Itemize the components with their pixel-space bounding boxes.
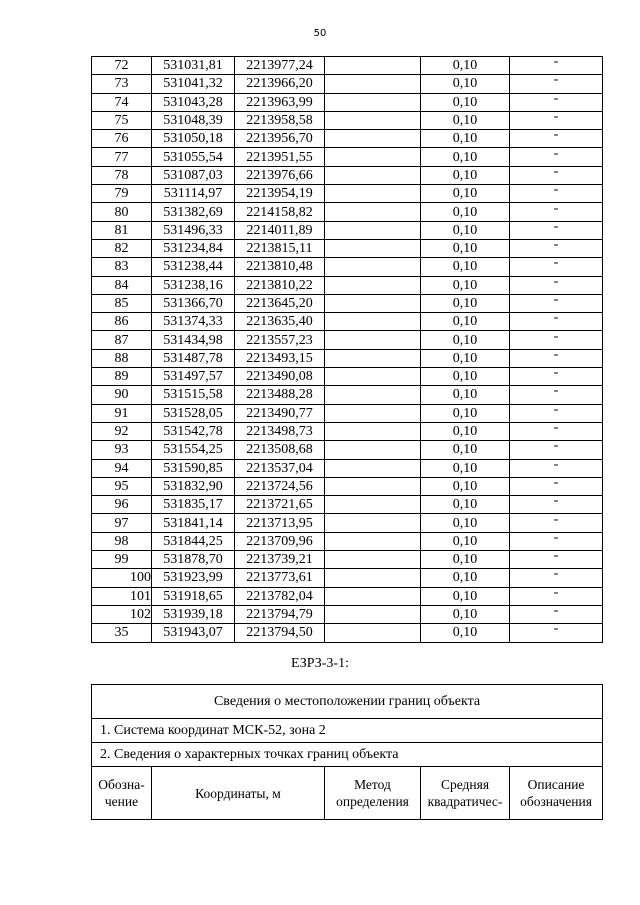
description-value: - — [510, 349, 603, 367]
coord-y: 2213963,99 — [235, 93, 325, 111]
coord-x: 531055,54 — [152, 148, 235, 166]
point-number: 98 — [92, 532, 152, 550]
description-value: - — [510, 331, 603, 349]
description-value: - — [510, 514, 603, 532]
description-value: - — [510, 368, 603, 386]
accuracy-value: 0,10 — [421, 258, 510, 276]
method-cell — [325, 441, 421, 459]
coord-y: 2213958,58 — [235, 111, 325, 129]
coord-y: 2213493,15 — [235, 349, 325, 367]
table-row — [92, 185, 603, 203]
description-value: - — [510, 441, 603, 459]
table-row — [92, 93, 603, 111]
coord-x: 531043,28 — [152, 93, 235, 111]
coord-y: 2213721,65 — [235, 496, 325, 514]
coord-y: 2213724,56 — [235, 477, 325, 495]
point-number: 90 — [92, 386, 152, 404]
table-row — [92, 386, 603, 404]
coord-y: 2213490,77 — [235, 404, 325, 422]
method-cell — [325, 239, 421, 257]
table-row — [92, 57, 603, 75]
method-cell — [325, 294, 421, 312]
method-cell — [325, 624, 421, 642]
accuracy-value: 0,10 — [421, 496, 510, 514]
point-number: 102 — [92, 605, 152, 623]
method-cell — [325, 404, 421, 422]
coord-x: 531238,16 — [152, 276, 235, 294]
description-value: - — [510, 459, 603, 477]
point-number: 96 — [92, 496, 152, 514]
point-number: 82 — [92, 239, 152, 257]
accuracy-value: 0,10 — [421, 148, 510, 166]
method-cell — [325, 331, 421, 349]
method-cell — [325, 130, 421, 148]
point-number: 97 — [92, 514, 152, 532]
description-value: - — [510, 276, 603, 294]
description-value: - — [510, 422, 603, 440]
point-number: 87 — [92, 331, 152, 349]
coord-x: 531497,57 — [152, 368, 235, 386]
coord-x: 531050,18 — [152, 130, 235, 148]
method-cell — [325, 313, 421, 331]
coord-y: 2213794,50 — [235, 624, 325, 642]
coord-x: 531382,69 — [152, 203, 235, 221]
method-cell — [325, 605, 421, 623]
table-row — [92, 221, 603, 239]
method-cell — [325, 551, 421, 569]
coord-x: 531923,99 — [152, 569, 235, 587]
table-row — [92, 75, 603, 93]
coord-x: 531878,70 — [152, 551, 235, 569]
point-number: 81 — [92, 221, 152, 239]
method-cell — [325, 221, 421, 239]
method-cell — [325, 496, 421, 514]
coord-x: 531114,97 — [152, 185, 235, 203]
table-row — [92, 294, 603, 312]
coord-x: 531041,32 — [152, 75, 235, 93]
table-row — [92, 111, 603, 129]
coord-x: 531487,78 — [152, 349, 235, 367]
coord-y: 2213645,20 — [235, 294, 325, 312]
method-cell — [325, 349, 421, 367]
coord-y: 2213713,95 — [235, 514, 325, 532]
coord-y: 2213498,73 — [235, 422, 325, 440]
coord-y: 2213810,22 — [235, 276, 325, 294]
method-cell — [325, 386, 421, 404]
coord-y: 2213488,28 — [235, 386, 325, 404]
coord-x: 531844,25 — [152, 532, 235, 550]
description-value: - — [510, 258, 603, 276]
table-row — [92, 130, 603, 148]
coord-y: 2213810,48 — [235, 258, 325, 276]
point-number: 35 — [92, 624, 152, 642]
description-value: - — [510, 75, 603, 93]
accuracy-value: 0,10 — [421, 624, 510, 642]
info-title: Сведения о местоположении границ объекта — [92, 685, 603, 719]
method-cell — [325, 587, 421, 605]
coord-x: 531366,70 — [152, 294, 235, 312]
coord-y: 2213954,19 — [235, 185, 325, 203]
accuracy-value: 0,10 — [421, 185, 510, 203]
description-value: - — [510, 294, 603, 312]
table-row — [92, 514, 603, 532]
header-designation: Обозна- чение — [92, 767, 152, 820]
table-row — [92, 258, 603, 276]
points-info-line: 2. Сведения о характерных точках границ объекта — [92, 743, 603, 767]
coord-x: 531434,98 — [152, 331, 235, 349]
coord-x: 531528,05 — [152, 404, 235, 422]
method-cell — [325, 459, 421, 477]
method-cell — [325, 185, 421, 203]
point-number: 88 — [92, 349, 152, 367]
coord-x: 531087,03 — [152, 166, 235, 184]
coord-x: 531832,90 — [152, 477, 235, 495]
accuracy-value: 0,10 — [421, 386, 510, 404]
table-row — [92, 368, 603, 386]
accuracy-value: 0,10 — [421, 404, 510, 422]
point-number: 86 — [92, 313, 152, 331]
accuracy-value: 0,10 — [421, 239, 510, 257]
coord-x: 531238,44 — [152, 258, 235, 276]
accuracy-value: 0,10 — [421, 203, 510, 221]
method-cell — [325, 57, 421, 75]
table-row — [92, 587, 603, 605]
header-method: Метод определения — [325, 767, 421, 820]
description-value: - — [510, 185, 603, 203]
method-cell — [325, 258, 421, 276]
coord-y: 2213951,55 — [235, 148, 325, 166]
table-row — [92, 532, 603, 550]
description-value: - — [510, 57, 603, 75]
method-cell — [325, 203, 421, 221]
accuracy-value: 0,10 — [421, 422, 510, 440]
point-number: 77 — [92, 148, 152, 166]
table-row — [92, 166, 603, 184]
description-value: - — [510, 532, 603, 550]
coord-y: 2214011,89 — [235, 221, 325, 239]
coord-y: 2213782,04 — [235, 587, 325, 605]
description-value: - — [510, 569, 603, 587]
coordinate-system-line: 1. Система координат МСК-52, зона 2 — [92, 719, 603, 743]
accuracy-value: 0,10 — [421, 368, 510, 386]
description-value: - — [510, 313, 603, 331]
coord-y: 2213635,40 — [235, 313, 325, 331]
coord-x: 531031,81 — [152, 57, 235, 75]
method-cell — [325, 148, 421, 166]
table-row — [92, 404, 603, 422]
point-number: 83 — [92, 258, 152, 276]
accuracy-value: 0,10 — [421, 514, 510, 532]
accuracy-value: 0,10 — [421, 459, 510, 477]
accuracy-value: 0,10 — [421, 349, 510, 367]
method-cell — [325, 368, 421, 386]
description-value: - — [510, 93, 603, 111]
table-row — [92, 313, 603, 331]
coord-y: 2213739,21 — [235, 551, 325, 569]
accuracy-value: 0,10 — [421, 130, 510, 148]
point-number: 72 — [92, 57, 152, 75]
accuracy-value: 0,10 — [421, 57, 510, 75]
coord-y: 2213508,68 — [235, 441, 325, 459]
coord-y: 2213956,70 — [235, 130, 325, 148]
table-row — [92, 569, 603, 587]
method-cell — [325, 166, 421, 184]
points-table-body — [92, 54, 603, 643]
description-value: - — [510, 148, 603, 166]
table-row — [92, 441, 603, 459]
accuracy-value: 0,10 — [421, 441, 510, 459]
method-cell — [325, 422, 421, 440]
accuracy-value: 0,10 — [421, 477, 510, 495]
table-row — [92, 551, 603, 569]
table-row — [92, 239, 603, 257]
method-cell — [325, 111, 421, 129]
accuracy-value: 0,10 — [421, 276, 510, 294]
method-cell — [325, 532, 421, 550]
point-number: 85 — [92, 294, 152, 312]
coord-y: 2213773,61 — [235, 569, 325, 587]
header-coordinates: Координаты, м — [152, 767, 325, 820]
table-row — [92, 459, 603, 477]
description-value: - — [510, 221, 603, 239]
method-cell — [325, 514, 421, 532]
point-number: 99 — [92, 551, 152, 569]
table-row — [92, 148, 603, 166]
coord-x: 531542,78 — [152, 422, 235, 440]
coord-x: 531234,84 — [152, 239, 235, 257]
point-number: 80 — [92, 203, 152, 221]
point-number: 78 — [92, 166, 152, 184]
description-value: - — [510, 551, 603, 569]
accuracy-value: 0,10 — [421, 294, 510, 312]
table-row — [92, 477, 603, 495]
coord-x: 531835,17 — [152, 496, 235, 514]
description-value: - — [510, 477, 603, 495]
coord-y: 2213794,79 — [235, 605, 325, 623]
table-row — [92, 276, 603, 294]
method-cell — [325, 75, 421, 93]
coord-y: 2213537,04 — [235, 459, 325, 477]
description-value: - — [510, 404, 603, 422]
description-value: - — [510, 166, 603, 184]
point-number: 75 — [92, 111, 152, 129]
point-number: 89 — [92, 368, 152, 386]
description-value: - — [510, 386, 603, 404]
point-number: 94 — [92, 459, 152, 477]
point-number: 93 — [92, 441, 152, 459]
coord-x: 531048,39 — [152, 111, 235, 129]
table-row — [92, 331, 603, 349]
description-value: - — [510, 496, 603, 514]
table-row — [92, 624, 603, 642]
point-number: 84 — [92, 276, 152, 294]
coord-y: 2213976,66 — [235, 166, 325, 184]
accuracy-value: 0,10 — [421, 313, 510, 331]
description-value: - — [510, 239, 603, 257]
coord-x: 531496,33 — [152, 221, 235, 239]
coord-x: 531939,18 — [152, 605, 235, 623]
table-row — [92, 422, 603, 440]
accuracy-value: 0,10 — [421, 331, 510, 349]
object-boundaries-info-table — [91, 684, 603, 820]
coord-x: 531943,07 — [152, 624, 235, 642]
description-value: - — [510, 203, 603, 221]
coord-y: 2213490,08 — [235, 368, 325, 386]
point-number: 91 — [92, 404, 152, 422]
point-number: 79 — [92, 185, 152, 203]
method-cell — [325, 93, 421, 111]
coord-x: 531515,58 — [152, 386, 235, 404]
point-number: 101 — [92, 587, 152, 605]
header-description: Описание обозначения — [510, 767, 603, 820]
method-cell — [325, 569, 421, 587]
coord-y: 2213709,96 — [235, 532, 325, 550]
coord-x: 531374,33 — [152, 313, 235, 331]
description-value: - — [510, 605, 603, 623]
points-table — [91, 56, 603, 643]
zone-caption: ЕЗРЗ-3-1: — [291, 656, 349, 671]
point-number: 95 — [92, 477, 152, 495]
coord-y: 2213966,20 — [235, 75, 325, 93]
accuracy-value: 0,10 — [421, 605, 510, 623]
method-cell — [325, 477, 421, 495]
accuracy-value: 0,10 — [421, 111, 510, 129]
description-value: - — [510, 587, 603, 605]
accuracy-value: 0,10 — [421, 221, 510, 239]
accuracy-value: 0,10 — [421, 93, 510, 111]
accuracy-value: 0,10 — [421, 569, 510, 587]
header-accuracy: Средняя квадратичес- — [421, 767, 510, 820]
coord-y: 2214158,82 — [235, 203, 325, 221]
point-number: 100 — [92, 569, 152, 587]
method-cell — [325, 276, 421, 294]
coord-x: 531918,65 — [152, 587, 235, 605]
coord-x: 531841,14 — [152, 514, 235, 532]
description-value: - — [510, 624, 603, 642]
coord-x: 531554,25 — [152, 441, 235, 459]
point-number: 92 — [92, 422, 152, 440]
page-number: 50 — [313, 28, 327, 39]
coord-y: 2213815,11 — [235, 239, 325, 257]
table-row — [92, 349, 603, 367]
accuracy-value: 0,10 — [421, 166, 510, 184]
coord-x: 531590,85 — [152, 459, 235, 477]
point-number: 73 — [92, 75, 152, 93]
coord-y: 2213977,24 — [235, 57, 325, 75]
accuracy-value: 0,10 — [421, 587, 510, 605]
table-row — [92, 496, 603, 514]
accuracy-value: 0,10 — [421, 532, 510, 550]
accuracy-value: 0,10 — [421, 75, 510, 93]
description-value: - — [510, 130, 603, 148]
accuracy-value: 0,10 — [421, 551, 510, 569]
table-row — [92, 605, 603, 623]
coord-y: 2213557,23 — [235, 331, 325, 349]
table-row — [92, 203, 603, 221]
point-number: 74 — [92, 93, 152, 111]
description-value: - — [510, 111, 603, 129]
point-number: 76 — [92, 130, 152, 148]
